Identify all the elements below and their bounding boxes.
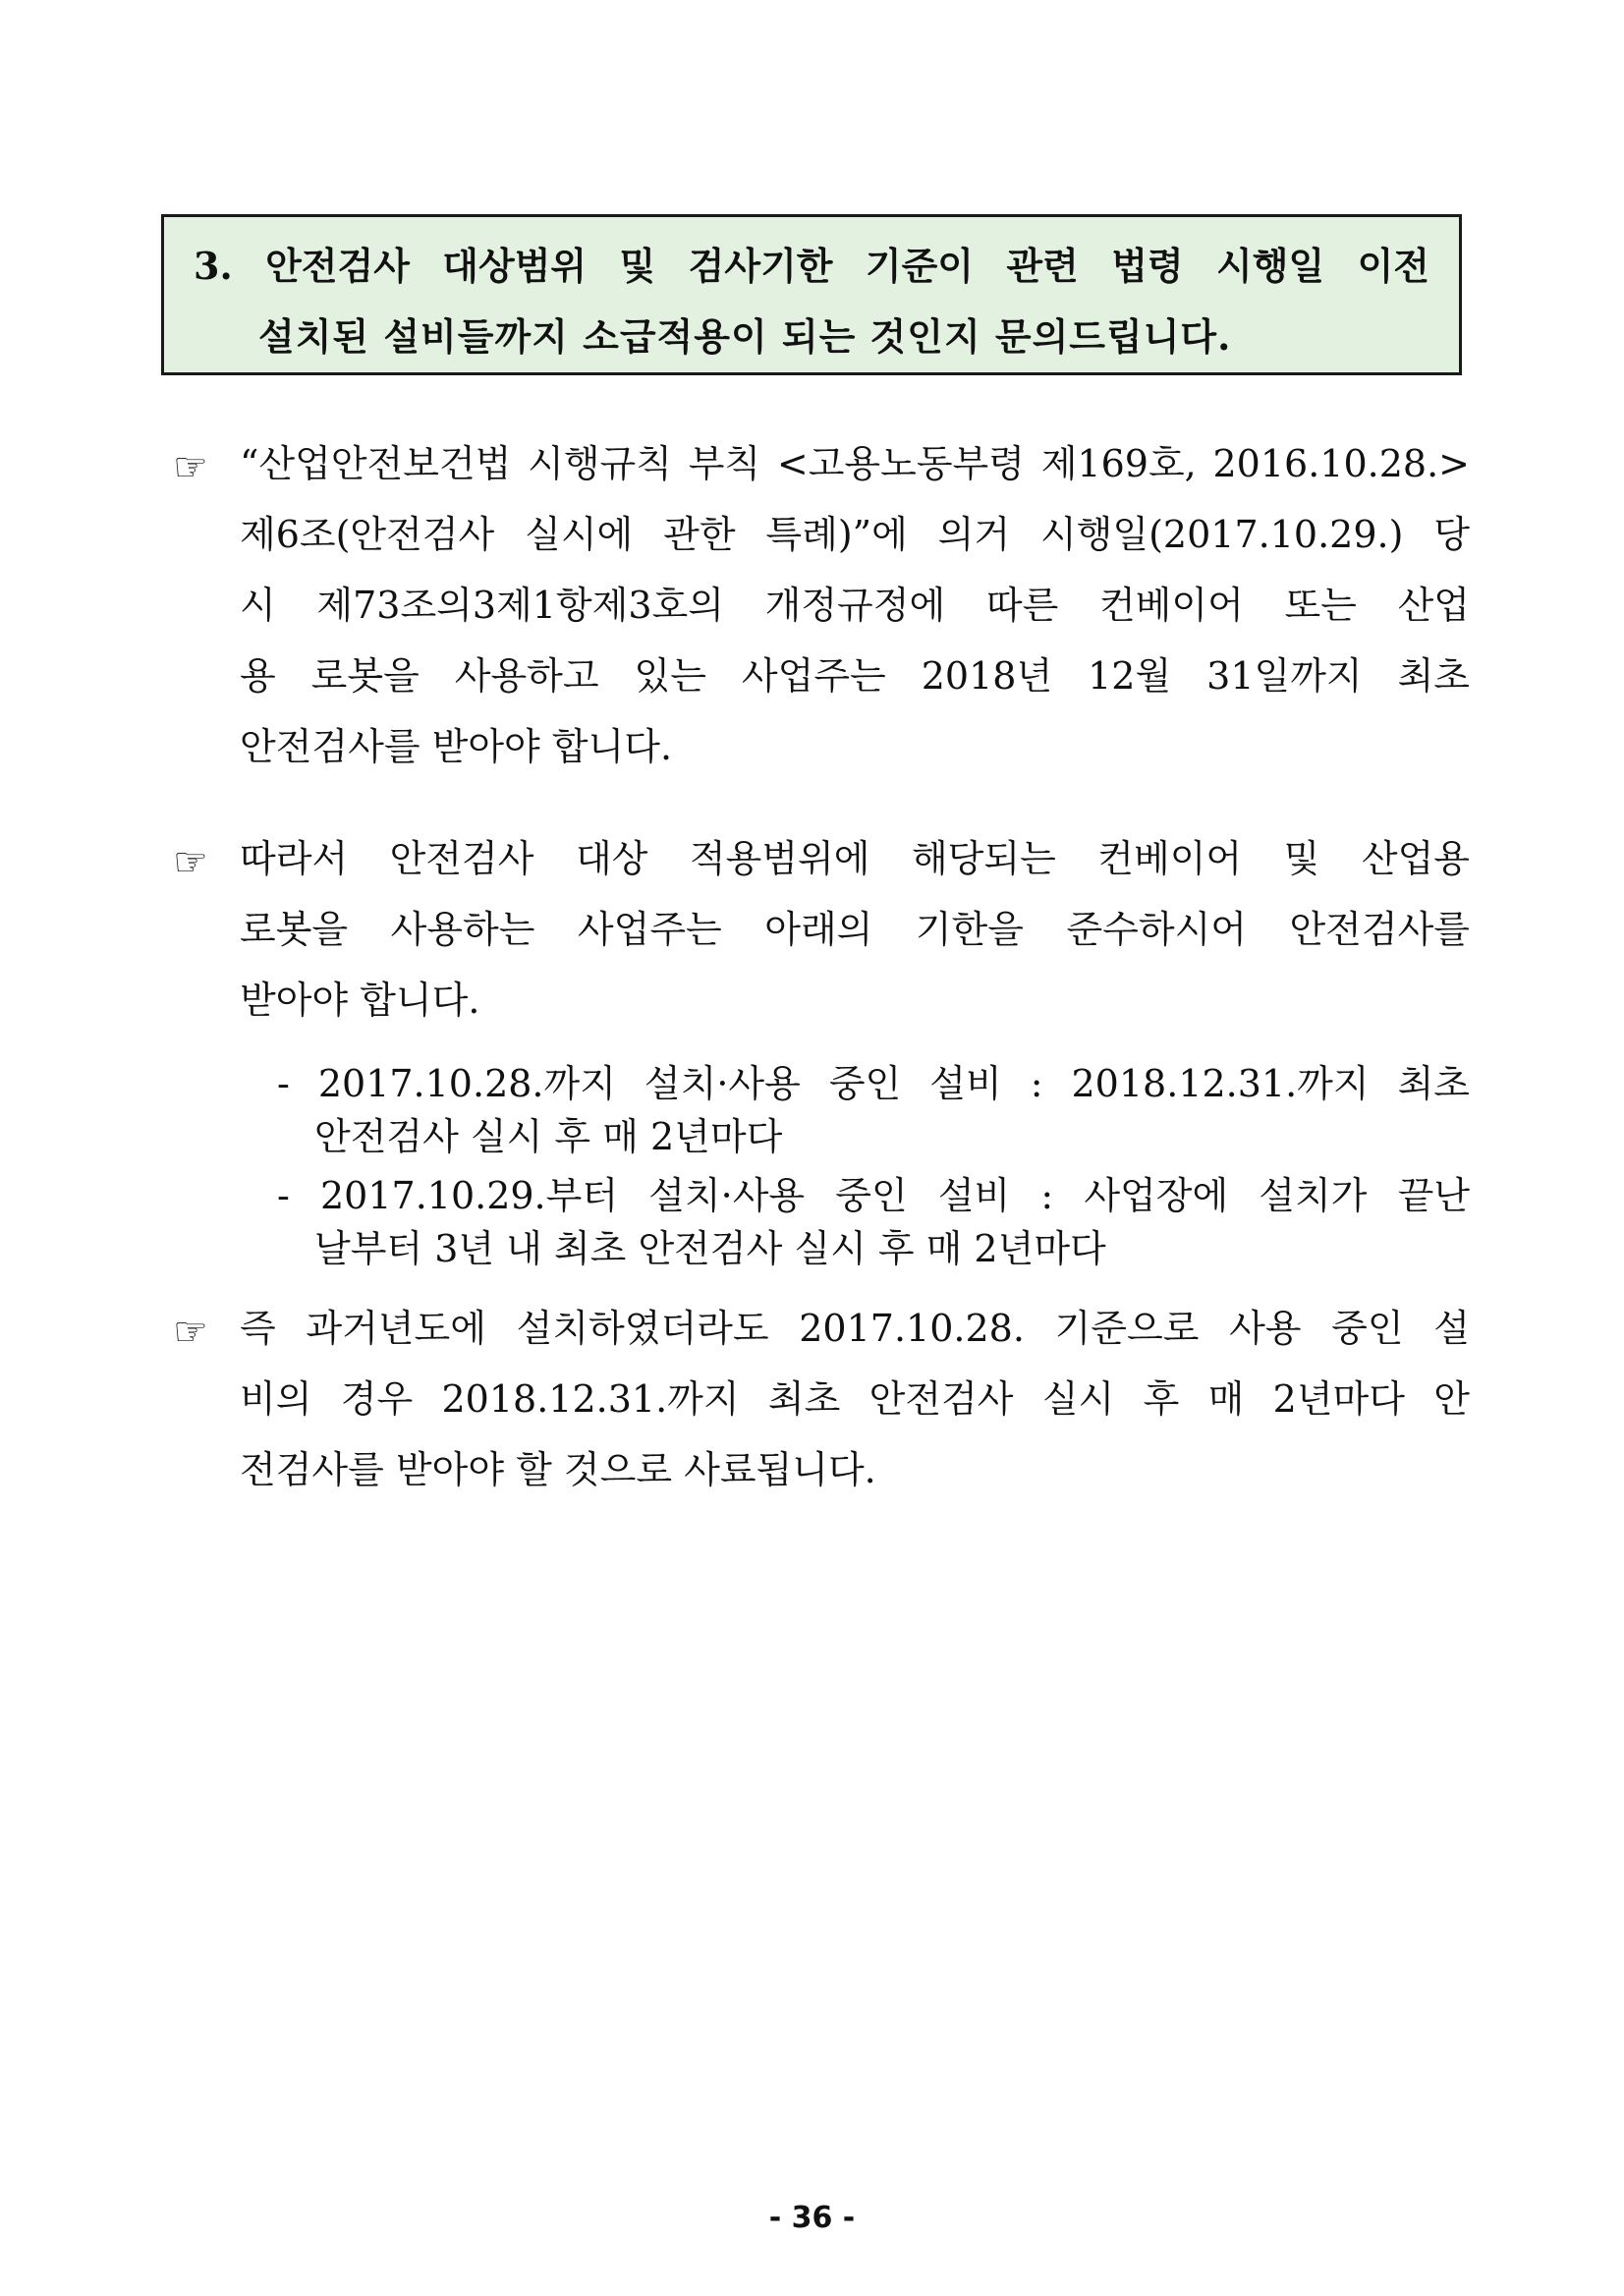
question-box	[161, 214, 1462, 375]
answer-2-line-1: 따라서 안전검사 대상 적용범위에 해당되는 컨베이어 및 산업용	[240, 837, 1470, 880]
sub-item-1	[277, 1057, 1470, 1163]
answer-1-line-5: 안전검사를 받아야 합니다.	[240, 725, 673, 768]
pointing-hand-icon: ☞	[173, 840, 208, 885]
sub-item-1-line-2: 안전검사 실시 후 매 2년마다	[314, 1115, 783, 1158]
answer-1-line-4: 용 로봇을 사용하고 있는 사업주는 2018년 12월 31일까지 최초	[240, 654, 1470, 698]
answer-paragraph-3	[173, 1293, 1470, 1505]
answer-3-line-3: 전검사를 받아야 할 것으로 사료됩니다.	[240, 1448, 876, 1491]
answer-3-line-1: 즉 과거년도에 설치하였더라도 2017.10.28. 기준으로 사용 중인 설	[240, 1307, 1470, 1350]
pointing-hand-icon: ☞	[173, 1310, 208, 1355]
answer-paragraph-2	[173, 823, 1470, 1036]
sub-item-1-line-1: - 2017.10.28.까지 설치·사용 중인 설비 : 2018.12.31.까지 최초	[277, 1062, 1470, 1105]
sub-item-2-line-2: 날부터 3년 내 최초 안전검사 실시 후 매 2년마다	[314, 1227, 1106, 1270]
sub-item-2-line-1: - 2017.10.29.부터 설치·사용 중인 설비 : 사업장에 설치가 끝난	[277, 1174, 1470, 1217]
question-line-1: 3. 안전검사 대상범위 및 검사기한 기준이 관련 법령 시행일 이전	[194, 244, 1429, 288]
sub-item-2	[277, 1169, 1470, 1275]
answer-3-line-2: 비의 경우 2018.12.31.까지 최초 안전검사 실시 후 매 2년마다 안	[240, 1377, 1470, 1421]
answer-1-line-1: “산업안전보건법 시행규칙 부칙 <고용노동부령 제169호, 2016.10.28.>	[240, 442, 1470, 485]
page-number: - 36 -	[768, 2201, 856, 2235]
pointing-hand-icon: ☞	[173, 445, 208, 490]
question-line-2: 설치된 설비들까지 소급적용이 되는 것인지 문의드립니다.	[258, 314, 1232, 359]
answer-2-line-3: 받아야 합니다.	[240, 979, 480, 1022]
answer-2-line-2: 로봇을 사용하는 사업주는 아래의 기한을 준수하시어 안전검사를	[240, 908, 1470, 951]
answer-paragraph-1	[173, 428, 1470, 782]
answer-1-line-2: 제6조(안전검사 실시에 관한 특례)”에 의거 시행일(2017.10.29.) 당	[240, 513, 1470, 556]
answer-1-line-3: 시 제73조의3제1항제3호의 개정규정에 따른 컨베이어 또는 산업	[240, 584, 1470, 627]
